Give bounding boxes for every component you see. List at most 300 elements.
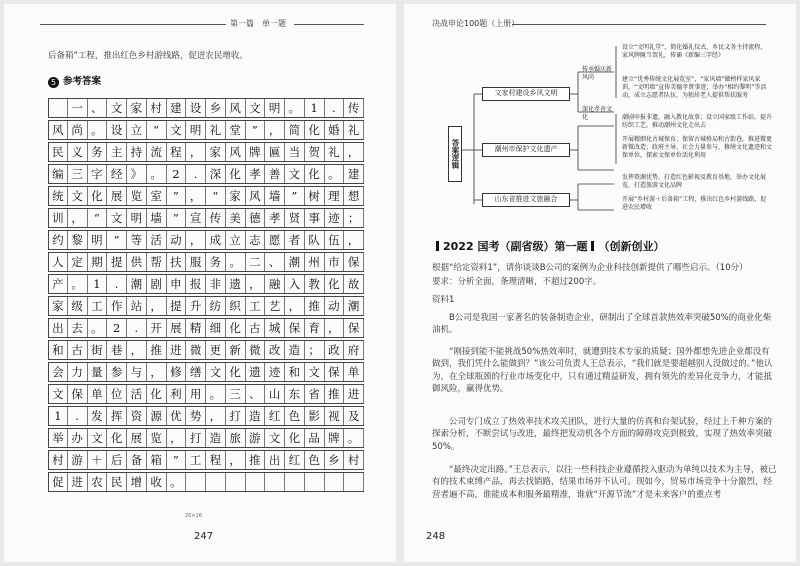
requirement-text: 要求：分析全面，条理清晰，不超过200字。	[432, 277, 602, 287]
grid-cell: 色	[305, 451, 325, 469]
diagram-sub-label: 深化孝善文化	[582, 106, 613, 121]
grid-cell: 挥	[107, 407, 127, 425]
grid-cell: 孝	[265, 209, 285, 227]
grid-cell: 成	[206, 231, 226, 249]
grid-cell: 人	[48, 253, 68, 271]
grid-cell: 化	[226, 319, 246, 337]
grid-cell: 立	[226, 231, 246, 249]
grid-cell: 墙	[265, 187, 285, 205]
grid-cell: 》	[127, 165, 147, 183]
grid-cell: 城	[265, 319, 285, 337]
right-page	[404, 4, 796, 562]
grid-cell: 志	[246, 231, 266, 249]
grid-cell: 工	[186, 451, 206, 469]
grid-cell: .	[107, 275, 127, 293]
grid-cell: 孝	[246, 165, 266, 183]
grid-cell: 明	[127, 209, 147, 227]
grid-cell: 2	[167, 165, 187, 183]
grid-cell: 剧	[147, 275, 167, 293]
grid-cell: 潮	[285, 253, 305, 271]
grid-cell: 。	[206, 385, 226, 403]
grid-cell: 潮	[127, 275, 147, 293]
grid-cell: 。	[147, 165, 167, 183]
grid-cell: 程	[167, 143, 187, 161]
grid-cell: 愿	[265, 231, 285, 249]
grid-row	[48, 384, 364, 404]
diagram-sub-text: 发挥资源优势，打造红色影视及教育基地，举办文化展览，打造旅游文化品牌	[622, 174, 767, 189]
grid-cell: 文	[107, 209, 127, 227]
grid-cell: 扶	[167, 253, 187, 271]
grid-cell: ”	[167, 209, 187, 227]
grid-cell: 去	[68, 319, 88, 337]
grid-cell: 化	[305, 121, 325, 139]
grid-cell: 。	[88, 121, 108, 139]
grid-cell: 推	[246, 451, 266, 469]
grid-cell: 风	[246, 187, 266, 205]
diagram-sub-text: 建立“优秀传统文化展览室”，“家风墙”做榜样家风家训，“文明墙”宣传美德孝贤事迹；举办“相约黎明”等活动，成立志愿者队伍，为独居老人提供帮扶服务	[622, 76, 767, 99]
grid-cell: 出	[48, 319, 68, 337]
grid-cell	[186, 473, 206, 491]
grid-cell: 。	[68, 275, 88, 293]
grid-cell: 风	[48, 121, 68, 139]
grid-cell: 红	[265, 407, 285, 425]
grid-cell: 善	[265, 165, 285, 183]
grid-row	[48, 274, 364, 294]
grid-row	[48, 142, 364, 162]
grid-cell: 牌	[325, 429, 345, 447]
page-number: 248	[426, 531, 446, 542]
grid-cell: 缮	[186, 363, 206, 381]
grid-cell: 视	[325, 407, 345, 425]
grid-cell: 州	[305, 253, 325, 271]
grid-cell: 省	[305, 385, 325, 403]
grid-cell: 一	[68, 99, 88, 117]
grid-cell: 尚	[68, 121, 88, 139]
grid-cell: ”	[285, 187, 305, 205]
grid-cell: 更	[206, 341, 226, 359]
grid-row	[48, 208, 364, 228]
grid-cell: 色	[285, 407, 305, 425]
grid-cell: 参	[107, 363, 127, 381]
grid-cell: ”	[167, 187, 187, 205]
grid-cell: 单	[344, 363, 364, 381]
grid-cell: 民	[107, 473, 127, 491]
grid-cell: 建	[167, 99, 187, 117]
grid-cell: ，	[344, 143, 364, 161]
grid-cell: .	[68, 407, 88, 425]
grid-cell: 。	[344, 429, 364, 447]
grid-cell: “	[206, 187, 226, 205]
grid-cell: 明	[265, 99, 285, 117]
grid-cell	[226, 473, 246, 491]
grid-cell: ”	[107, 231, 127, 249]
grid-cell: 化	[285, 429, 305, 447]
grid-cell: 品	[305, 429, 325, 447]
grid-cell: 育	[305, 319, 325, 337]
grid-cell: 服	[186, 253, 206, 271]
grid-cell: 街	[88, 341, 108, 359]
grid-cell: 保	[68, 385, 88, 403]
grid-cell: 升	[186, 297, 206, 315]
grid-cell: ，	[127, 341, 147, 359]
grid-cell: 发	[88, 407, 108, 425]
grid-cell: 保	[344, 319, 364, 337]
grid-row	[48, 472, 364, 492]
grid-cell: 和	[48, 341, 68, 359]
grid-cell: ，	[68, 209, 88, 227]
grid-cell: 站	[127, 297, 147, 315]
grid-cell: 化	[226, 165, 246, 183]
grid-cell: 山	[265, 385, 285, 403]
grid-cell: 量	[88, 363, 108, 381]
grid-cell: 力	[68, 363, 88, 381]
grid-cell: 德	[246, 209, 266, 227]
grid-cell: 非	[206, 275, 226, 293]
grid-cell: 旅	[226, 429, 246, 447]
grid-cell: 明	[186, 121, 206, 139]
grid-cell: ，	[344, 231, 364, 249]
grid-cell: ，	[285, 297, 305, 315]
grid-cell: 开	[147, 319, 167, 337]
grid-cell: 流	[147, 143, 167, 161]
grid-cell: 定	[68, 253, 88, 271]
grid-cell: 修	[167, 363, 187, 381]
grid-cell: 活	[147, 231, 167, 249]
grid-cell: 用	[186, 385, 206, 403]
grid-cell: 三	[226, 385, 246, 403]
grid-cell: 农	[88, 473, 108, 491]
grid-cell: 游	[246, 429, 266, 447]
grid-cell: 影	[305, 407, 325, 425]
heading-bar	[436, 241, 439, 251]
grid-cell: ，	[325, 319, 345, 337]
grid-cell: 单	[88, 385, 108, 403]
grid-cell: 收	[147, 473, 167, 491]
grid-cell	[246, 473, 266, 491]
diagram-sub-text: 潮剧申报非遗，融入教化故事；设立国家级工作站，提升纺织工艺，推动潮州文化走出去	[622, 114, 773, 129]
page-number: 247	[194, 531, 214, 542]
grid-cell: 文	[48, 385, 68, 403]
grid-cell: 造	[246, 407, 266, 425]
grid-cell: ，	[265, 121, 285, 139]
grid-row	[48, 428, 364, 448]
grid-cell: 会	[48, 363, 68, 381]
grid-cell: 展	[167, 319, 187, 337]
grid-cell: 化	[107, 429, 127, 447]
grid-cell: 活	[127, 385, 147, 403]
grid-row	[48, 296, 364, 316]
grid-cell: 教	[305, 275, 325, 293]
grid-cell: 礼	[206, 121, 226, 139]
diagram-branch-1: 文家村建设乡风文明	[482, 87, 570, 101]
grid-cell: 化	[226, 363, 246, 381]
grid-cell	[48, 99, 68, 117]
grid-cell: 进	[68, 473, 88, 491]
grid-row	[48, 362, 364, 382]
grid-cell: 化	[147, 385, 167, 403]
grid-cell: 造	[206, 429, 226, 447]
grid-cell: 。	[226, 253, 246, 271]
grid-cell: 1	[48, 407, 68, 425]
grid-cell: 理	[325, 187, 345, 205]
grid-cell: 工	[246, 297, 266, 315]
grid-cell: 提	[167, 297, 187, 315]
grid-cell: 编	[48, 165, 68, 183]
grid-cell: 展	[127, 429, 147, 447]
question-title-text: 2022 国考（副省级）第一题	[443, 240, 588, 253]
grid-cell: 化	[305, 165, 325, 183]
intro-line: 后备箱”工程，推出红色乡村游线路，促进农民增收。	[48, 51, 248, 61]
grid-cell: 礼	[325, 143, 345, 161]
grid-cell: 迹	[325, 209, 345, 227]
grid-cell: ，	[206, 407, 226, 425]
grid-cell: 深	[206, 165, 226, 183]
grid-cell: 潮	[344, 297, 364, 315]
grid-cell: 艺	[265, 297, 285, 315]
grid-cell: 风	[226, 143, 246, 161]
grid-cell: 纺	[206, 297, 226, 315]
grid-cell: 。	[285, 99, 305, 117]
grid-cell: 报	[186, 275, 206, 293]
grid-cell: 保	[285, 319, 305, 337]
grid-cell: ”	[167, 451, 187, 469]
grid-footer: 20×16	[185, 513, 202, 519]
grid-cell: 村	[48, 451, 68, 469]
material-paragraph: B公司是我国一家著名的装备制造企业，研制出了全球首款热效率突破50%的商业化柴油机。	[432, 313, 772, 336]
grid-cell: 进	[344, 385, 364, 403]
grid-cell: 。	[325, 165, 345, 183]
grid-cell: 。	[88, 319, 108, 337]
diagram-root: 答案逻辑	[448, 126, 462, 182]
grid-cell: 树	[305, 187, 325, 205]
diagram-sub-text: 设立“文明礼堂”，简化婚礼仪式，乡民义务主持流程，家风牌匾当贺礼，传诵《新编三字经》	[622, 44, 767, 59]
grid-cell: 织	[226, 297, 246, 315]
grid-cell: 家	[48, 297, 68, 315]
grid-cell: 展	[107, 187, 127, 205]
grid-cell: 遗	[226, 275, 246, 293]
grid-cell: .	[186, 165, 206, 183]
diagram-sub-text: 开展精细化古城保育；保留古城格局和古街巷，推进微更新微改造；政府主导，社会力量参与，修缮文化遗迹和文保单位，探索文保单位活化利用	[622, 136, 773, 159]
grid-cell: ，	[226, 451, 246, 469]
grid-cell: 微	[246, 341, 266, 359]
grid-cell: ，	[246, 275, 266, 293]
grid-cell	[206, 473, 226, 491]
grid-cell: 主	[107, 143, 127, 161]
grid-cell	[265, 473, 285, 491]
question-title	[432, 238, 664, 254]
grid-cell: 及	[344, 407, 364, 425]
grid-cell: 文	[265, 429, 285, 447]
grid-cell: 打	[226, 407, 246, 425]
grid-cell: 三	[68, 165, 88, 183]
material-title: 资料1	[432, 295, 455, 305]
grid-cell: 市	[325, 253, 345, 271]
grid-cell: 文	[285, 165, 305, 183]
grid-cell: 队	[305, 231, 325, 249]
grid-cell: 文	[68, 187, 88, 205]
grid-cell: 贺	[305, 143, 325, 161]
grid-cell	[325, 473, 345, 491]
grid-cell: 、	[265, 253, 285, 271]
grid-cell: 礼	[344, 121, 364, 139]
grid-cell: 期	[88, 253, 108, 271]
grid-cell: 、	[246, 385, 266, 403]
grid-cell: ，	[186, 187, 206, 205]
grid-cell: 优	[167, 407, 187, 425]
grid-cell: 新	[226, 341, 246, 359]
grid-cell: ，	[167, 429, 187, 447]
grid-row	[48, 450, 364, 470]
grid-cell: 文	[246, 99, 266, 117]
grid-cell: 家	[127, 99, 147, 117]
grid-cell: 文	[88, 429, 108, 447]
grid-cell: 工	[88, 297, 108, 315]
grid-cell: 。	[167, 473, 187, 491]
grid-cell: 1	[88, 275, 108, 293]
grid-cell: 约	[48, 231, 68, 249]
grid-cell: 设	[186, 99, 206, 117]
grid-cell: 政	[325, 341, 345, 359]
grid-row	[48, 230, 364, 250]
grid-cell: 遗	[246, 363, 266, 381]
right-page-header: 决战申论100题（上册）	[432, 19, 520, 28]
header-rule	[40, 24, 226, 25]
grid-row	[48, 98, 364, 118]
grid-cell	[285, 473, 305, 491]
diagram-sub-text: 开展“乡村游＋后备箱”工程，推出红色乡村游线路，促进农民增收	[622, 196, 767, 211]
left-page	[4, 4, 396, 562]
grid-cell: 墙	[147, 209, 167, 227]
grid-cell: 后	[107, 451, 127, 469]
grid-cell: 持	[127, 143, 147, 161]
grid-cell: 精	[186, 319, 206, 337]
grid-cell: 览	[147, 429, 167, 447]
grid-cell: 统	[48, 187, 68, 205]
header-rule	[294, 24, 364, 25]
grid-cell: 二	[246, 253, 266, 271]
grid-cell: 者	[285, 231, 305, 249]
grid-cell: 举	[48, 429, 68, 447]
grid-cell: 办	[68, 429, 88, 447]
grid-row	[48, 406, 364, 426]
grid-cell: 古	[68, 341, 88, 359]
material-paragraph: “最终决定出路。”王总表示，以往一些科技企业遵循投入驱动为单纯以技术为主导，被已有的技术束缚产品，再去找销路，结果市场并不认可。现如今，贸易市场竞争十分激烈，经营者遍不高，谁能成本和服务最精准，谁就“开源节流”才是未来客户的重点考	[432, 465, 777, 500]
question-text: 根据“给定资料1”，请你谈谈B公司的案例为企业科技创新提供了哪些启示。（10分）	[432, 263, 748, 273]
grid-cell: 文	[206, 363, 226, 381]
grid-cell: 化	[325, 275, 345, 293]
grid-cell: 箱	[147, 451, 167, 469]
grid-cell: 资	[127, 407, 147, 425]
diagram-sub-label: 传承婚庆新风尚	[582, 66, 613, 81]
grid-cell: 事	[305, 209, 325, 227]
grid-cell: 改	[265, 341, 285, 359]
grid-cell: 匾	[265, 143, 285, 161]
grid-cell: 促	[48, 473, 68, 491]
grid-cell: 古	[246, 319, 266, 337]
grid-cell: 文	[305, 363, 325, 381]
grid-cell: 打	[186, 429, 206, 447]
grid-cell: 迹	[265, 363, 285, 381]
grid-cell: 建	[344, 165, 364, 183]
grid-cell: 融	[265, 275, 285, 293]
grid-cell: 家	[206, 143, 226, 161]
grid-cell: 出	[265, 451, 285, 469]
grid-cell: 势	[186, 407, 206, 425]
grid-cell: “	[88, 209, 108, 227]
grid-cell: 村	[147, 99, 167, 117]
grid-cell: 动	[167, 231, 187, 249]
grid-cell: 宣	[186, 209, 206, 227]
material-paragraph: “刚接到能不能挑战50%热效率时，就遭到技术专家的质疑；国外都想先进企业都没有做到，我们凭什么能做到？”该公司负责人王总表示，“我们就是要超越别人没做过的。”他认为，在全球瓶颈的行业市场变化中，只有通过精益研发，拥有领先的差异化竞争力，才能抵御风险，赢得优势。	[432, 347, 773, 394]
grid-cell: 府	[344, 341, 364, 359]
grid-cell: 贤	[285, 209, 305, 227]
grid-cell: 乡	[325, 451, 345, 469]
grid-row	[48, 252, 364, 272]
answer-badge: 5	[48, 77, 59, 88]
grid-cell: ，	[147, 297, 167, 315]
grid-cell: 保	[344, 253, 364, 271]
grid-cell: ；	[305, 341, 325, 359]
grid-cell: 产	[48, 275, 68, 293]
grid-cell: 2	[107, 319, 127, 337]
grid-cell: 风	[226, 99, 246, 117]
grid-row	[48, 164, 364, 184]
grid-cell: 推	[305, 297, 325, 315]
grid-row	[48, 318, 364, 338]
left-page-header: 第一篇 单一题	[230, 19, 286, 28]
grid-cell: 程	[206, 451, 226, 469]
grid-cell: 故	[344, 275, 364, 293]
grid-cell: 当	[285, 143, 305, 161]
grid-cell	[344, 473, 364, 491]
grid-cell: ”	[246, 121, 266, 139]
grid-cell: 动	[325, 297, 345, 315]
grid-cell: 巷	[107, 341, 127, 359]
grid-cell: 览	[127, 187, 147, 205]
grid-row	[48, 120, 364, 140]
grid-cell: 1	[305, 99, 325, 117]
grid-cell: ，	[186, 231, 206, 249]
grid-cell: 增	[127, 473, 147, 491]
diagram-branch-2: 潮州市保护文化遗产	[482, 143, 570, 157]
grid-cell: 伍	[325, 231, 345, 249]
grid-cell: 申	[167, 275, 187, 293]
grid-cell: 经	[107, 165, 127, 183]
grid-cell: 利	[167, 385, 187, 403]
question-tag: （创新创业）	[598, 240, 665, 253]
grid-cell: 细	[206, 319, 226, 337]
grid-cell: .	[325, 99, 345, 117]
grid-cell: 家	[226, 187, 246, 205]
grid-cell: 、	[88, 99, 108, 117]
grid-cell: 训	[48, 209, 68, 227]
grid-cell: 民	[48, 143, 68, 161]
grid-cell: 等	[127, 231, 147, 249]
grid-cell: 供	[127, 253, 147, 271]
grid-cell: 游	[68, 451, 88, 469]
grid-cell: 想	[344, 187, 364, 205]
grid-cell: 字	[88, 165, 108, 183]
grid-cell: 进	[167, 341, 187, 359]
grid-cell: 级	[68, 297, 88, 315]
answer-heading: 参考答案	[63, 76, 102, 87]
grid-cell	[305, 473, 325, 491]
grid-cell: 黎	[68, 231, 88, 249]
grid-cell: 村	[344, 451, 364, 469]
grid-cell: 推	[147, 341, 167, 359]
grid-cell: 文	[167, 121, 187, 139]
grid-cell: 务	[206, 253, 226, 271]
